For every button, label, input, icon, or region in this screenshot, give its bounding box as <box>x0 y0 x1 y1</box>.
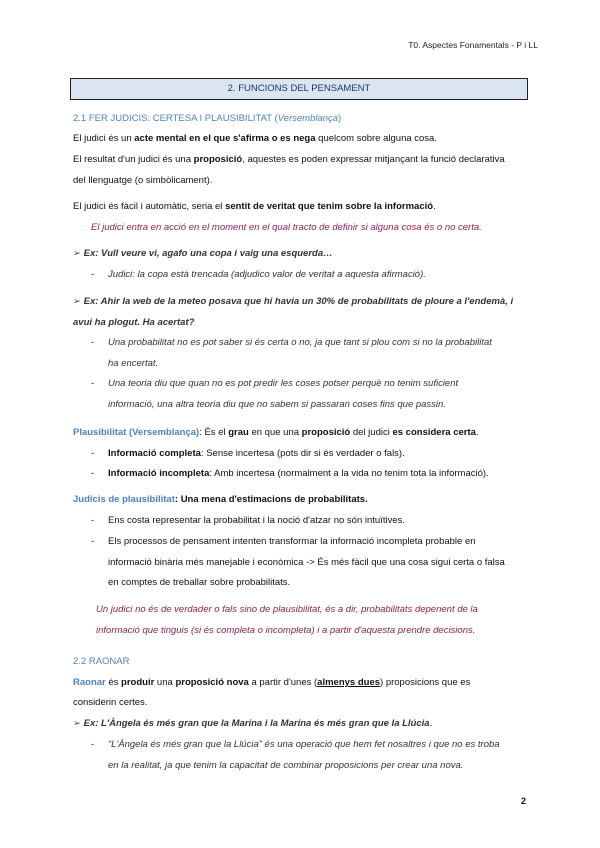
arrow-bullet-icon: ➢ <box>73 248 81 259</box>
dash-bullet: - <box>91 739 95 750</box>
dash-bullet: - <box>91 378 95 389</box>
example-1: ➢ Ex: Vull veure vi, agafo una copa i vaig una esquerda… <box>73 248 333 259</box>
judicis-detail-2-cont: informació binària més manejable i econòmica -> És més fàcil que una cosa sigui certa o falsa <box>108 557 505 568</box>
dash-bullet: - <box>91 468 95 479</box>
judicis-plausibilitat: Judicis de plausibilitat: Una mena d'estimacions de probabilitats. <box>73 494 368 505</box>
informacio-incompleta: Informació incompleta: Amb incertesa (normalment a la vida no tenim tota la informació). <box>108 468 489 479</box>
example-2-detail-2: Una teoria diu que quan no es pot predir les coses potser perquè no tenim suficient <box>108 378 459 389</box>
raonar-definition: Raonar és produir una proposició nova a partir d'unes (almenys dues) proposicions que es <box>73 677 471 688</box>
arrow-bullet-icon: ➢ <box>73 718 81 729</box>
note-verdader-fals-cont: informació que tinguis (si és completa o incompleta) i a partir d'aquesta prendre decisions. <box>96 625 476 636</box>
paragraph-resultat-cont: del llenguatge (o simbòlicament). <box>73 175 213 186</box>
judicis-detail-2: Els processos de pensament intenten transformar la informació incompleta probable en <box>108 536 476 547</box>
paragraph-facil: El judici és fàcil i automàtic, seria el sentit de veritat que tenim sobre la informació. <box>73 201 436 212</box>
note-judici: El judici entra en acció en el moment en el qual tracto de definir si alguna cosa és o no certa. <box>91 222 482 233</box>
example-2-cont: avui ha plogut. Ha acertat? <box>73 317 195 328</box>
judicis-detail-1: Ens costa representar la probabilitat i la noció d'atzar no són intuïtives. <box>108 515 406 526</box>
subsection-heading-2-2: 2.2 RAONAR <box>73 656 130 667</box>
raonar-definition-cont: considerin certes. <box>73 697 148 708</box>
example-2: ➢ Ex: Ahir la web de la meteo posava que hi havia un 30% de probabilitats de ploure a l'endemà, i <box>73 296 514 307</box>
note-verdader-fals: Un judici no és de verdader o fals sino de plausibilitat, és a dir, probabilitats depenent de la <box>96 604 478 615</box>
plausibilitat-definition: Plausibilitat (Versemblança): És el grau en que una proposició del judici es considera certa. <box>73 427 479 438</box>
dash-bullet: - <box>91 515 95 526</box>
dash-bullet: - <box>91 337 95 348</box>
judicis-detail-2-end: en comptes de treballar sobre probabilitats. <box>108 577 291 588</box>
example-1-detail: Judici: la copa està trencada (adjudico valor de veritat a aquesta afirmació). <box>108 269 426 280</box>
dash-bullet: - <box>91 269 95 280</box>
page-number: 2 <box>520 796 526 806</box>
section-title: 2. FUNCIONS DEL PENSAMENT <box>70 78 528 100</box>
arrow-bullet-icon: ➢ <box>73 296 81 307</box>
paragraph-judici-def: El judici és un acte mental en el que s'afirma o es nega quelcom sobre alguna cosa. <box>73 133 437 144</box>
dash-bullet: - <box>91 536 95 547</box>
example-raonar: ➢ Ex: L'Àngela és més gran que la Marina i la Marina és més gran que la Llúcia. <box>73 718 433 729</box>
example-2-detail-2-cont: informació, una altra teoria diu que no sabem si passaran coses fins que passin. <box>108 399 446 410</box>
informacio-completa: Informació completa: Sense incertesa (pots dir si és verdader o fals). <box>108 448 405 459</box>
dash-bullet: - <box>91 448 95 459</box>
example-raonar-detail-cont: en la realitat, ja que tenim la capacitat de combinar proposicions per crear una nova. <box>108 760 464 771</box>
example-raonar-detail: “L'Àngela és més gran que la Llúcia” és una operació que hem fet nosaltres i que no es troba <box>108 739 500 750</box>
paragraph-resultat: El resultat d'un judici és una proposició, aquestes es poden expressar mitjançant la funció declarativa <box>73 154 505 165</box>
example-2-detail-1: Una probabilitat no es pot saber si és certa o no, ja que tant si plou com si no la probabilitat <box>108 337 492 348</box>
subsection-heading-2-1: 2.1 FER JUDICIS: CERTESA I PLAUSIBILITAT (Versemblança) <box>73 113 342 124</box>
page-header: T0. Aspectes Fonamentals - P i LL <box>408 40 538 50</box>
example-2-detail-1-cont: ha encertat. <box>108 358 159 369</box>
